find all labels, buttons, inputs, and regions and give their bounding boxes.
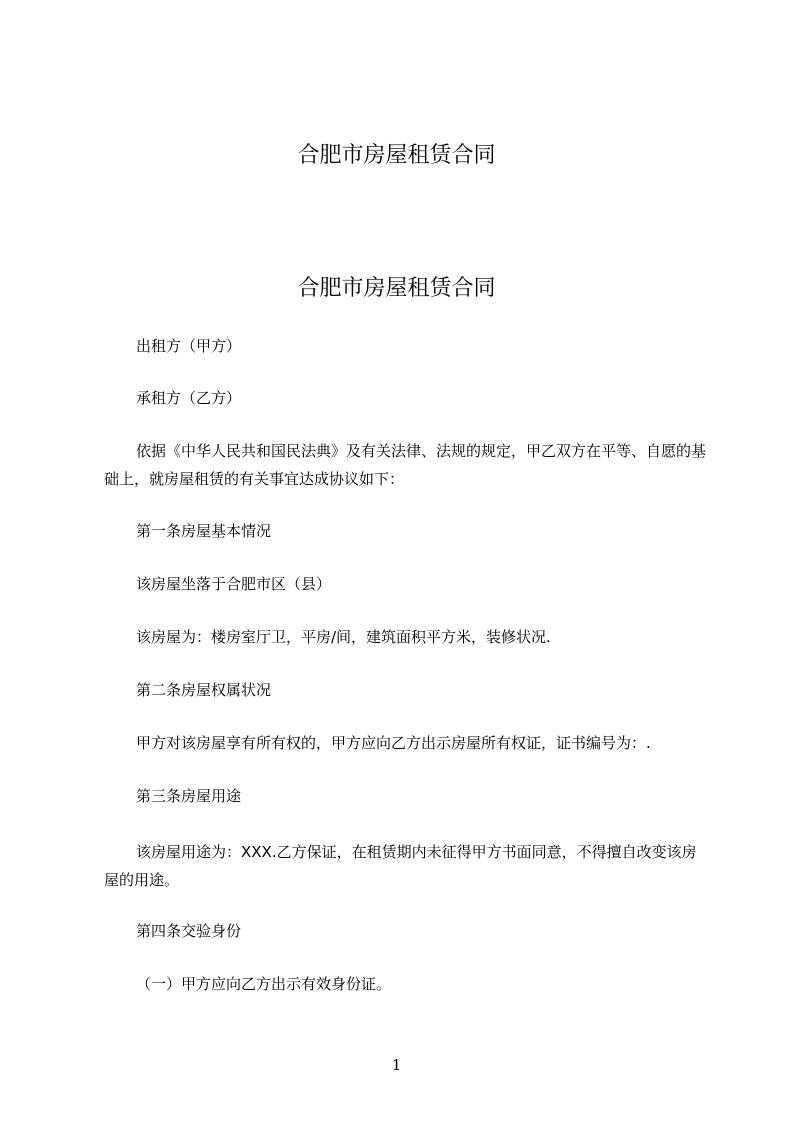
document-title: 合肥市房屋租赁合同 bbox=[297, 143, 496, 168]
paragraph-text: 第四条交验身份 bbox=[136, 922, 242, 940]
paragraph-usage: 该房屋用途为：XXX.乙方保证，在租赁期内未征得甲方书面同意，不得擅自改变该房屋的用途。 bbox=[104, 843, 697, 889]
article-3-heading bbox=[104, 782, 710, 810]
article-4-heading bbox=[104, 917, 710, 945]
paragraph-text: 甲方对该房屋享有所有权的，甲方应向乙方出示房屋所有权证，证书编号为：. bbox=[136, 734, 651, 752]
paragraph-ownership bbox=[104, 729, 710, 757]
paragraph-text: 第一条房屋基本情况 bbox=[136, 522, 272, 540]
paragraph-text: 第二条房屋权属状况 bbox=[136, 681, 272, 699]
paragraph-text: 承租方（乙方） bbox=[136, 389, 242, 407]
article-2-heading bbox=[104, 676, 710, 704]
paragraph-text: 该房屋坐落于合肥市区（县） bbox=[136, 575, 332, 593]
paragraph-lessee bbox=[104, 384, 710, 412]
paragraph-id-check bbox=[104, 970, 710, 998]
paragraph-text: 第三条房屋用途 bbox=[136, 787, 242, 805]
paragraph-text: 该房屋为：楼房室厅卫，平房/间，建筑面积平方米，装修状况. bbox=[136, 628, 551, 646]
paragraph-lessor bbox=[104, 332, 710, 360]
paragraph-text: 出租方（甲方） bbox=[136, 337, 242, 355]
paragraph-location bbox=[104, 570, 710, 598]
article-1-heading bbox=[104, 517, 710, 545]
paragraph-house-info bbox=[104, 623, 710, 651]
paragraph-text: （一）甲方应向乙方出示有效身份证。 bbox=[136, 975, 392, 993]
paragraph-preamble: 依据《中华人民共和国民法典》及有关法律、法规的规定，甲乙双方在平等、自愿的基础上，就房屋租赁的有关事宜达成协议如下： bbox=[104, 442, 707, 488]
page-number: 1 bbox=[391, 1056, 402, 1074]
contract-title: 合肥市房屋租赁合同 bbox=[297, 276, 496, 301]
